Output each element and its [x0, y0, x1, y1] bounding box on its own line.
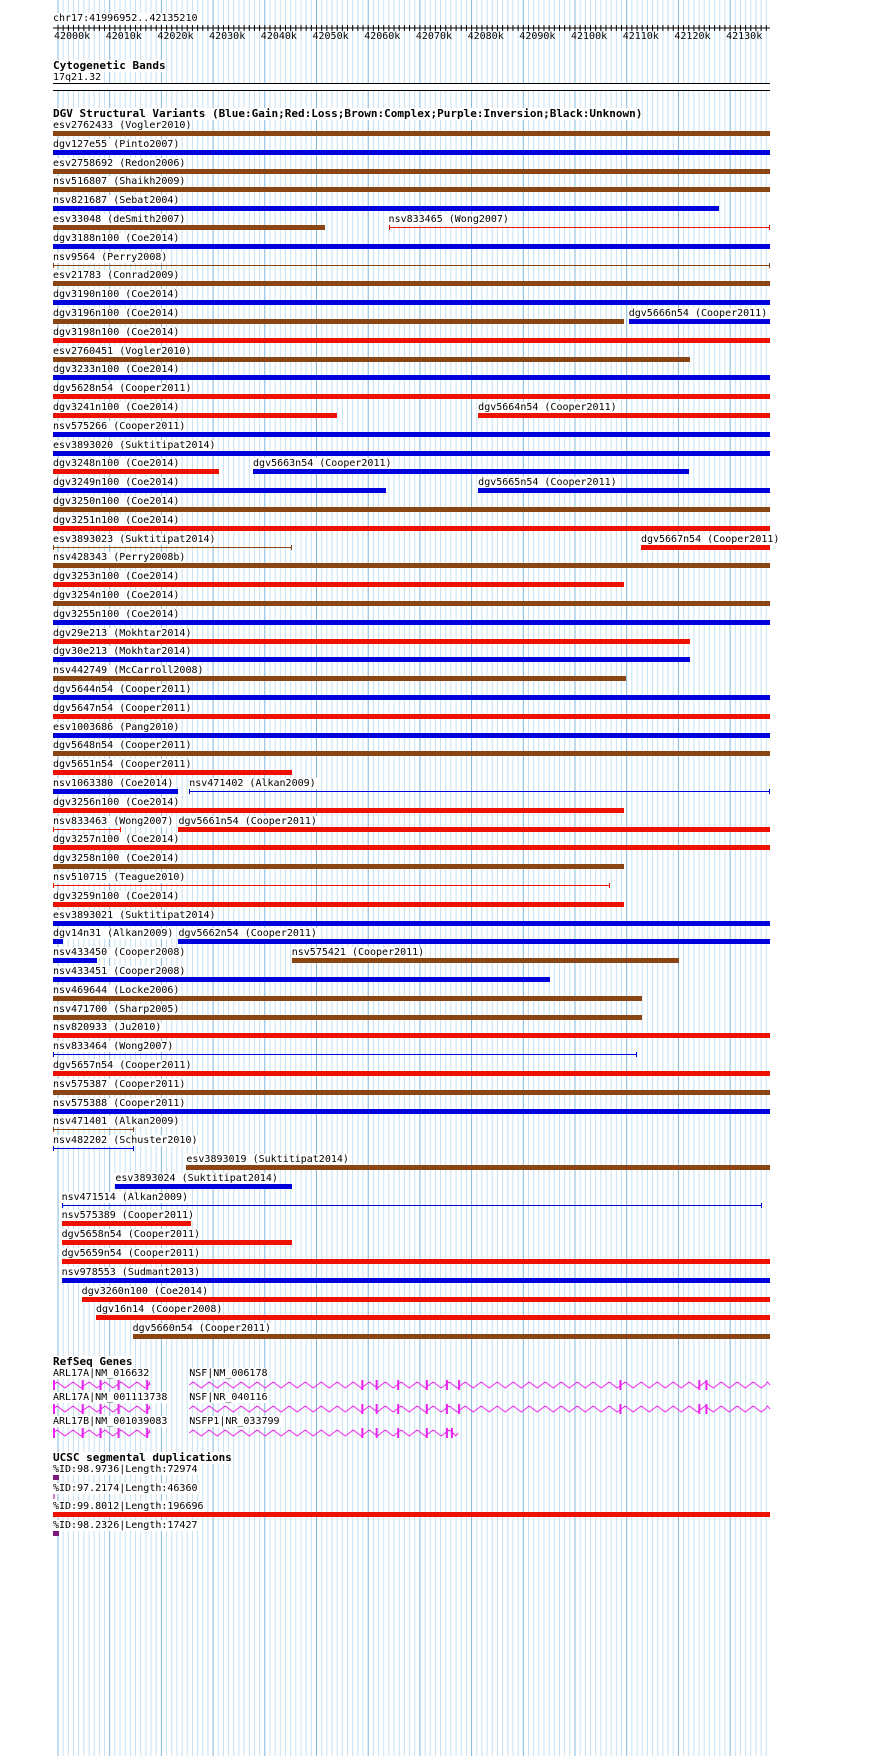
dgv-feature-bar[interactable]: [53, 845, 770, 850]
dgv-feature-label: dgv3190n100 (Coe2014): [53, 289, 180, 301]
refseq-exon: [458, 1380, 460, 1390]
dgv-feature-bar[interactable]: [53, 375, 770, 380]
dgv-feature-bar[interactable]: [53, 225, 325, 230]
dgv-feature-label: dgv5661n54 (Cooper2011): [178, 815, 317, 827]
feature-end-cap: [389, 225, 390, 230]
ruler-tick-label: 42110k: [622, 31, 659, 42]
dgv-feature-label: nsv9564 (Perry2008): [53, 251, 168, 263]
dgv-feature-bar[interactable]: [62, 1240, 293, 1245]
dgv-feature-bar[interactable]: [96, 1315, 770, 1320]
dgv-feature-bar[interactable]: [253, 469, 689, 474]
feature-end-cap: [53, 827, 54, 832]
refseq-track-title: RefSeq Genes: [53, 1355, 133, 1368]
ruler-tick-label: 42040k: [260, 31, 297, 42]
dgv-feature-label: dgv3259n100 (Coe2014): [53, 890, 180, 902]
dgv-feature-bar[interactable]: [62, 1278, 770, 1283]
dgv-feature-bar[interactable]: [53, 131, 770, 136]
dgv-feature-label: esv2762433 (Vogler2010): [53, 120, 192, 131]
dgv-feature-bar[interactable]: [53, 601, 770, 606]
dgv-feature-label: dgv5628n54 (Cooper2011): [53, 383, 192, 395]
ruler-tick-label: 42090k: [519, 31, 556, 42]
dgv-feature-bar[interactable]: [53, 526, 770, 531]
feature-end-cap: [769, 263, 770, 268]
dgv-feature-bar[interactable]: [186, 1165, 770, 1170]
feature-end-cap: [133, 1127, 134, 1132]
feature-end-cap: [769, 789, 770, 794]
dgv-feature-label: nsv428343 (Perry2008b): [53, 552, 186, 564]
dgv-feature-bar[interactable]: [115, 1184, 292, 1189]
refseq-intron-line: [189, 1430, 458, 1436]
dgv-feature-bar[interactable]: [53, 563, 770, 568]
dgv-feature-label: esv3893020 (Suktitipat2014): [53, 439, 216, 451]
dgv-feature-label: nsv442749 (McCarroll2008): [53, 665, 204, 677]
dgv-feature-label: dgv3250n100 (Coe2014): [53, 496, 180, 507]
segdup-bar[interactable]: [53, 1512, 770, 1517]
dgv-feature-bar[interactable]: [53, 1129, 134, 1130]
dgv-feature-label: dgv14n31 (Alkan2009): [53, 928, 174, 940]
dgv-feature-label: dgv3260n100 (Coe2014): [81, 1285, 209, 1297]
dgv-feature-bar[interactable]: [82, 1297, 770, 1302]
dgv-feature-label: dgv3241n100 (Coe2014): [53, 402, 180, 413]
dgv-feature-bar[interactable]: [178, 939, 770, 944]
dgv-feature-label: dgv3253n100 (Coe2014): [53, 571, 180, 583]
dgv-feature-bar[interactable]: [53, 921, 770, 926]
refseq-gene-model[interactable]: [0, 1379, 890, 1391]
dgv-feature-label: esv3893023 (Suktitipat2014): [53, 533, 216, 545]
ruler-tick-label: 42130k: [726, 31, 763, 42]
dgv-feature-label: dgv3196n100 (Coe2014): [53, 308, 180, 319]
dgv-feature-bar[interactable]: [53, 265, 770, 266]
ruler-tick-label: 42070k: [415, 31, 453, 42]
feature-end-cap: [120, 827, 121, 832]
dgv-feature-label: dgv5651n54 (Cooper2011): [53, 759, 192, 771]
dgv-track-title: DGV Structural Variants (Blue:Gain;Red:Loss;Brown:Complex;Purple:Inversion;Black:Unknown): [53, 107, 643, 120]
dgv-feature-bar[interactable]: [53, 902, 624, 907]
dgv-feature-label: esv1003686 (Pang2010): [53, 721, 180, 733]
dgv-feature-label: nsv510715 (Teague2010): [53, 872, 186, 883]
dgv-feature-bar[interactable]: [53, 885, 610, 886]
dgv-feature-bar[interactable]: [53, 620, 770, 625]
feature-end-cap: [291, 545, 292, 550]
dgv-feature-label: dgv5665n54 (Cooper2011): [478, 477, 617, 489]
refseq-intron-line: [189, 1382, 770, 1388]
dgv-feature-bar[interactable]: [53, 451, 770, 456]
refseq-exon: [361, 1404, 363, 1414]
segdup-bar[interactable]: [53, 1531, 59, 1536]
refseq-exon: [361, 1428, 363, 1438]
dgv-feature-label: nsv471514 (Alkan2009): [61, 1191, 189, 1203]
refseq-exon: [426, 1404, 428, 1414]
dgv-feature-label: nsv821687 (Sebat2004): [53, 195, 180, 207]
dgv-feature-bar[interactable]: [53, 733, 770, 738]
dgv-feature-bar[interactable]: [53, 829, 121, 830]
refseq-exon: [397, 1404, 399, 1414]
ruler-tick-label: 42000k: [54, 31, 91, 42]
ruler-tick-label: 42080k: [467, 31, 504, 42]
dgv-feature-label: nsv575266 (Cooper2011): [53, 420, 186, 432]
dgv-feature-label: dgv5657n54 (Cooper2011): [53, 1060, 192, 1071]
dgv-feature-label: dgv5667n54 (Cooper2011): [640, 533, 780, 545]
segdup-label: %ID:99.8012|Length:196696: [53, 1501, 204, 1512]
dgv-feature-label: nsv575389 (Cooper2011): [61, 1210, 195, 1222]
feature-end-cap: [133, 1146, 134, 1151]
dgv-feature-label: dgv5644n54 (Cooper2011): [53, 684, 192, 695]
dgv-feature-bar[interactable]: [53, 808, 624, 813]
dgv-feature-label: dgv3233n100 (Coe2014): [53, 364, 180, 376]
dgv-feature-bar[interactable]: [53, 751, 770, 756]
cytoband-label: 17q21.32: [53, 72, 102, 83]
dgv-feature-bar[interactable]: [53, 939, 63, 944]
refseq-exon: [446, 1428, 448, 1438]
dgv-feature-label: nsv833465 (Wong2007): [388, 214, 509, 225]
dgv-feature-label: nsv433450 (Cooper2008): [53, 947, 186, 959]
refseq-exon: [446, 1404, 448, 1414]
dgv-feature-bar[interactable]: [53, 996, 642, 1001]
dgv-feature-label: dgv5658n54 (Cooper2011): [61, 1229, 201, 1241]
dgv-feature-label: esv2758692 (Redon2006): [53, 157, 186, 169]
dgv-feature-label: dgv127e55 (Pinto2007): [53, 138, 180, 150]
dgv-feature-label: dgv3251n100 (Coe2014): [53, 514, 180, 526]
dgv-feature-bar[interactable]: [389, 227, 770, 228]
refseq-exon: [619, 1380, 621, 1390]
refseq-intron-line: [189, 1406, 770, 1412]
ruler-tick-label: 42060k: [364, 31, 401, 42]
dgv-feature-bar[interactable]: [133, 1334, 770, 1339]
dgv-feature-label: dgv3188n100 (Coe2014): [53, 232, 180, 244]
dgv-feature-label: dgv5659n54 (Cooper2011): [61, 1248, 201, 1259]
refseq-exon: [458, 1404, 460, 1414]
dgv-feature-bar[interactable]: [53, 469, 219, 474]
refseq-gene-model[interactable]: [0, 1403, 890, 1415]
dgv-feature-label: dgv5647n54 (Cooper2011): [53, 702, 192, 714]
ruler-tick-label: 42100k: [571, 31, 608, 42]
dgv-feature-bar[interactable]: [53, 676, 626, 681]
refseq-exon: [619, 1404, 621, 1414]
dgv-feature-bar[interactable]: [53, 357, 690, 362]
dgv-feature-label: nsv482202 (Schuster2010): [53, 1135, 198, 1147]
dgv-feature-bar[interactable]: [53, 1033, 770, 1038]
dgv-feature-label: dgv16n14 (Cooper2008): [96, 1304, 223, 1316]
dgv-feature-label: dgv5648n54 (Cooper2011): [53, 740, 192, 752]
dgv-feature-label: dgv5666n54 (Cooper2011): [628, 308, 768, 319]
dgv-feature-bar[interactable]: [53, 150, 770, 155]
refseq-exon: [426, 1380, 428, 1390]
dgv-feature-bar[interactable]: [62, 1221, 192, 1226]
dgv-feature-label: esv3893024 (Suktitipat2014): [115, 1172, 278, 1184]
segdup-label: %ID:97.2174|Length:46360: [53, 1482, 198, 1494]
feature-end-cap: [189, 789, 190, 794]
dgv-feature-bar[interactable]: [53, 1090, 770, 1095]
feature-end-cap: [53, 545, 54, 550]
refseq-gene-label: ARL17A|NM_016632: [53, 1368, 150, 1379]
feature-end-cap: [53, 1146, 54, 1151]
dgv-feature-bar[interactable]: [53, 958, 97, 963]
dgv-feature-bar[interactable]: [53, 1148, 134, 1149]
dgv-feature-bar[interactable]: [629, 319, 770, 324]
dgv-feature-label: nsv469644 (Locke2006): [53, 984, 180, 996]
dgv-feature-bar[interactable]: [53, 187, 770, 192]
dgv-feature-bar[interactable]: [62, 1259, 770, 1264]
feature-end-cap: [769, 225, 770, 230]
dgv-feature-label: esv3893019 (Suktitipat2014): [186, 1154, 349, 1165]
refseq-exon: [698, 1404, 700, 1414]
feature-end-cap: [636, 1052, 637, 1057]
dgv-feature-label: nsv978553 (Sudmant2013): [61, 1266, 201, 1278]
dgv-feature-label: nsv471402 (Alkan2009): [189, 778, 316, 789]
dgv-feature-label: dgv3198n100 (Coe2014): [53, 326, 180, 338]
dgv-feature-bar[interactable]: [641, 545, 770, 550]
dgv-feature-bar[interactable]: [53, 657, 690, 662]
dgv-feature-label: nsv575388 (Cooper2011): [53, 1097, 186, 1109]
dgv-feature-bar[interactable]: [53, 714, 770, 719]
dgv-feature-bar[interactable]: [53, 789, 178, 794]
refseq-exon: [376, 1428, 378, 1438]
dgv-feature-bar[interactable]: [53, 695, 770, 700]
feature-end-cap: [62, 1203, 63, 1208]
refseq-exon: [376, 1380, 378, 1390]
dgv-feature-bar[interactable]: [53, 488, 386, 493]
cytoband-title: Cytogenetic Bands: [53, 59, 166, 72]
dgv-feature-bar[interactable]: [53, 206, 719, 211]
dgv-feature-bar[interactable]: [53, 281, 770, 286]
cytoband-bar[interactable]: [53, 83, 770, 91]
dgv-feature-label: dgv29e213 (Mokhtar2014): [53, 627, 192, 639]
segdup-label: %ID:98.2326|Length:17427: [53, 1519, 198, 1531]
refseq-exon: [698, 1380, 700, 1390]
dgv-feature-bar[interactable]: [53, 319, 624, 324]
dgv-feature-label: nsv516807 (Shaikh2009): [53, 176, 186, 188]
dgv-feature-label: dgv3258n100 (Coe2014): [53, 853, 180, 865]
refseq-exon: [446, 1380, 448, 1390]
dgv-feature-bar[interactable]: [53, 1015, 642, 1020]
feature-end-cap: [761, 1203, 762, 1208]
dgv-feature-bar[interactable]: [53, 977, 550, 982]
refseq-gene-label: NSF|NM_006178: [189, 1368, 268, 1379]
dgv-feature-label: nsv575387 (Cooper2011): [53, 1078, 186, 1090]
refseq-exon: [397, 1380, 399, 1390]
dgv-feature-label: dgv3254n100 (Coe2014): [53, 590, 180, 601]
dgv-feature-label: esv2760451 (Vogler2010): [53, 345, 192, 357]
dgv-feature-label: nsv833463 (Wong2007): [53, 815, 174, 827]
dgv-feature-bar[interactable]: [189, 791, 770, 792]
dgv-feature-label: esv33048 (deSmith2007): [53, 214, 186, 225]
ruler-tick-label: 42120k: [674, 31, 711, 42]
ruler-tick-label: 42030k: [209, 31, 246, 42]
refseq-exon: [426, 1428, 428, 1438]
dgv-feature-bar[interactable]: [53, 394, 770, 399]
refseq-exon: [361, 1380, 363, 1390]
dgv-feature-bar[interactable]: [478, 488, 770, 493]
dgv-feature-label: dgv3255n100 (Coe2014): [53, 608, 180, 620]
dgv-feature-label: nsv833464 (Wong2007): [53, 1041, 174, 1053]
refseq-gene-model[interactable]: [0, 1427, 890, 1439]
dgv-feature-bar[interactable]: [53, 864, 624, 869]
segdup-bar[interactable]: [53, 1475, 59, 1480]
segdup-label: %ID:98.9736|Length:72974: [53, 1464, 198, 1475]
position-label: chr17:41996952..42135210: [53, 13, 198, 24]
dgv-feature-label: dgv3256n100 (Coe2014): [53, 796, 180, 808]
dgv-feature-label: nsv433451 (Cooper2008): [53, 966, 186, 977]
feature-end-cap: [609, 883, 610, 888]
dgv-feature-label: dgv3249n100 (Coe2014): [53, 477, 180, 489]
dgv-feature-label: nsv471401 (Alkan2009): [53, 1116, 180, 1128]
dgv-feature-bar[interactable]: [53, 244, 770, 249]
dgv-feature-label: esv21783 (Conrad2009): [53, 270, 180, 282]
refseq-exon: [705, 1380, 707, 1390]
dgv-feature-label: dgv5664n54 (Cooper2011): [478, 402, 617, 413]
dgv-feature-label: esv3893021 (Suktitipat2014): [53, 909, 216, 921]
ruler-tick-label: 42020k: [157, 31, 194, 42]
dgv-feature-bar[interactable]: [53, 413, 337, 418]
dgv-feature-label: dgv30e213 (Mokhtar2014): [53, 646, 192, 658]
dgv-feature-bar[interactable]: [53, 300, 770, 305]
dgv-feature-bar[interactable]: [53, 1109, 770, 1114]
refseq-gene-label: NSF|NR_040116: [189, 1392, 268, 1403]
dgv-feature-bar[interactable]: [53, 507, 770, 512]
dgv-feature-label: nsv575421 (Cooper2011): [291, 947, 425, 959]
segdup-bar[interactable]: [53, 1494, 55, 1499]
dgv-feature-bar[interactable]: [178, 827, 770, 832]
dgv-feature-bar[interactable]: [53, 432, 770, 437]
dgv-feature-label: dgv3257n100 (Coe2014): [53, 834, 180, 846]
refseq-gene-label: ARL17B|NM_001039083: [53, 1416, 168, 1427]
dgv-feature-label: dgv5663n54 (Cooper2011): [253, 458, 392, 470]
dgv-feature-label: dgv3248n100 (Coe2014): [53, 458, 180, 470]
dgv-feature-label: nsv471700 (Sharp2005): [53, 1003, 180, 1015]
feature-end-cap: [53, 1052, 54, 1057]
dgv-feature-bar[interactable]: [53, 338, 770, 343]
dgv-feature-bar[interactable]: [53, 169, 770, 174]
dgv-feature-bar[interactable]: [53, 582, 624, 587]
ruler-tick-label: 42050k: [312, 31, 349, 42]
dgv-feature-bar[interactable]: [478, 413, 770, 418]
refseq-exon: [451, 1428, 453, 1438]
dgv-feature-label: nsv1063380 (Coe2014): [53, 778, 174, 789]
dgv-feature-bar[interactable]: [53, 639, 690, 644]
refseq-exon: [376, 1404, 378, 1414]
segdup-track-title: UCSC segmental duplications: [53, 1451, 232, 1464]
feature-end-cap: [53, 1127, 54, 1132]
dgv-feature-bar[interactable]: [53, 547, 292, 548]
dgv-feature-bar[interactable]: [53, 770, 292, 775]
refseq-gene-label: NSFP1|NR_033799: [189, 1416, 280, 1427]
dgv-feature-bar[interactable]: [62, 1205, 763, 1206]
dgv-feature-bar[interactable]: [53, 1071, 770, 1076]
dgv-feature-label: dgv5660n54 (Cooper2011): [132, 1323, 272, 1335]
dgv-feature-label: nsv820933 (Ju2010): [53, 1022, 162, 1034]
dgv-feature-bar[interactable]: [292, 958, 679, 963]
dgv-feature-label: dgv5662n54 (Cooper2011): [178, 928, 317, 940]
ruler-tick-label: 42010k: [105, 31, 142, 42]
feature-end-cap: [53, 263, 54, 268]
refseq-gene-label: ARL17A|NM_001113738: [53, 1392, 168, 1403]
dgv-feature-bar[interactable]: [53, 1054, 637, 1055]
feature-end-cap: [53, 883, 54, 888]
refseq-exon: [705, 1404, 707, 1414]
refseq-exon: [397, 1428, 399, 1438]
